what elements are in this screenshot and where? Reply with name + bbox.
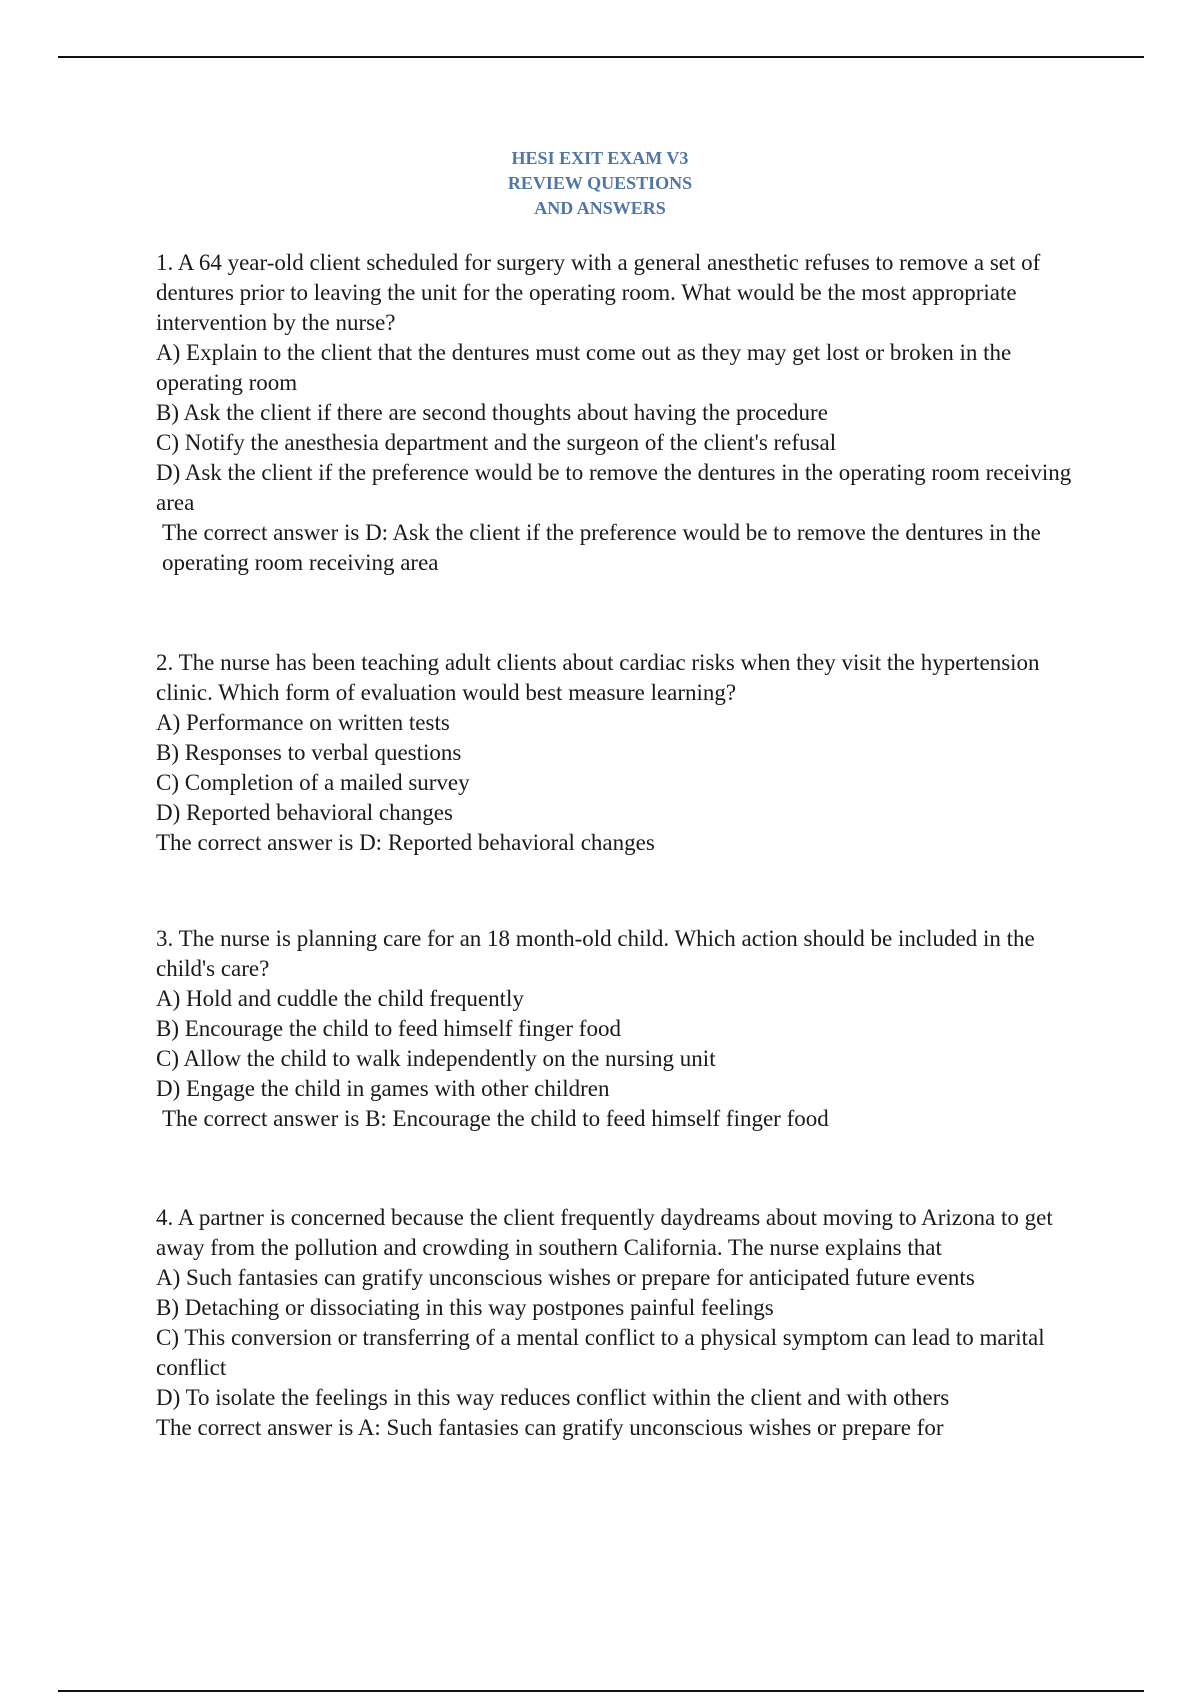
- question-1: [156, 248, 1086, 578]
- option-c: C) Allow the child to walk independently on the nursing unit: [156, 1046, 716, 1071]
- option-d: D) Reported behavioral changes: [156, 800, 453, 825]
- question-4: [156, 1203, 1086, 1443]
- option-a: A) Such fantasies can gratify unconscious wishes or prepare for anticipated future events: [156, 1265, 975, 1290]
- correct-answer: The correct answer is D: Reported behavioral changes: [156, 830, 655, 855]
- question-stem: 2. The nurse has been teaching adult clients about cardiac risks when they visit the hypertension clinic. Which form of evaluation would best measure learning?: [156, 650, 1040, 705]
- question-2: [156, 648, 1086, 858]
- title-line-2: REVIEW QUESTIONS: [507, 173, 693, 193]
- top-rule: [58, 56, 1144, 58]
- option-a: A) Hold and cuddle the child frequently: [156, 986, 524, 1011]
- option-a: A) Explain to the client that the dentures must come out as they may get lost or broken in the operating room: [156, 340, 1012, 395]
- option-d: D) To isolate the feelings in this way reduces conflict within the client and with others: [156, 1385, 950, 1410]
- option-c: C) Completion of a mailed survey: [156, 770, 470, 795]
- document-title: [0, 146, 1200, 221]
- option-d: D) Engage the child in games with other children: [156, 1076, 610, 1101]
- title-line-1: HESI EXIT EXAM V3: [511, 148, 689, 168]
- question-stem: 3. The nurse is planning care for an 18 month-old child. Which action should be included in the child's care?: [156, 926, 1035, 981]
- correct-answer: The correct answer is B: Encourage the child to feed himself finger food: [162, 1106, 829, 1131]
- option-b: B) Detaching or dissociating in this way postpones painful feelings: [156, 1295, 774, 1320]
- correct-answer: The correct answer is A: Such fantasies can gratify unconscious wishes or prepare for: [156, 1415, 944, 1440]
- question-stem: 4. A partner is concerned because the client frequently daydreams about moving to Arizona to get away from the pollution and crowding in southern California. The nurse explains that: [156, 1205, 1053, 1260]
- question-stem: 1. A 64 year-old client scheduled for surgery with a general anesthetic refuses to remove a set of dentures prior to leaving the unit for the operating room. What would be the most appropriate intervention by the nurse?: [156, 250, 1041, 335]
- title-line-3: AND ANSWERS: [534, 198, 666, 218]
- option-b: B) Responses to verbal questions: [156, 740, 462, 765]
- option-a: A) Performance on written tests: [156, 710, 450, 735]
- option-b: B) Encourage the child to feed himself finger food: [156, 1016, 621, 1041]
- option-c: C) Notify the anesthesia department and the surgeon of the client's refusal: [156, 430, 837, 455]
- option-b: B) Ask the client if there are second thoughts about having the procedure: [156, 400, 828, 425]
- question-3: [156, 924, 1086, 1134]
- option-d: D) Ask the client if the preference would be to remove the dentures in the operating room receiving area: [156, 460, 1072, 515]
- correct-answer: The correct answer is D: Ask the client if the preference would be to remove the dentures in the operating room receiving area: [162, 520, 1041, 575]
- bottom-rule: [58, 1690, 1144, 1692]
- option-c: C) This conversion or transferring of a mental conflict to a physical symptom can lead to marital conflict: [156, 1325, 1045, 1380]
